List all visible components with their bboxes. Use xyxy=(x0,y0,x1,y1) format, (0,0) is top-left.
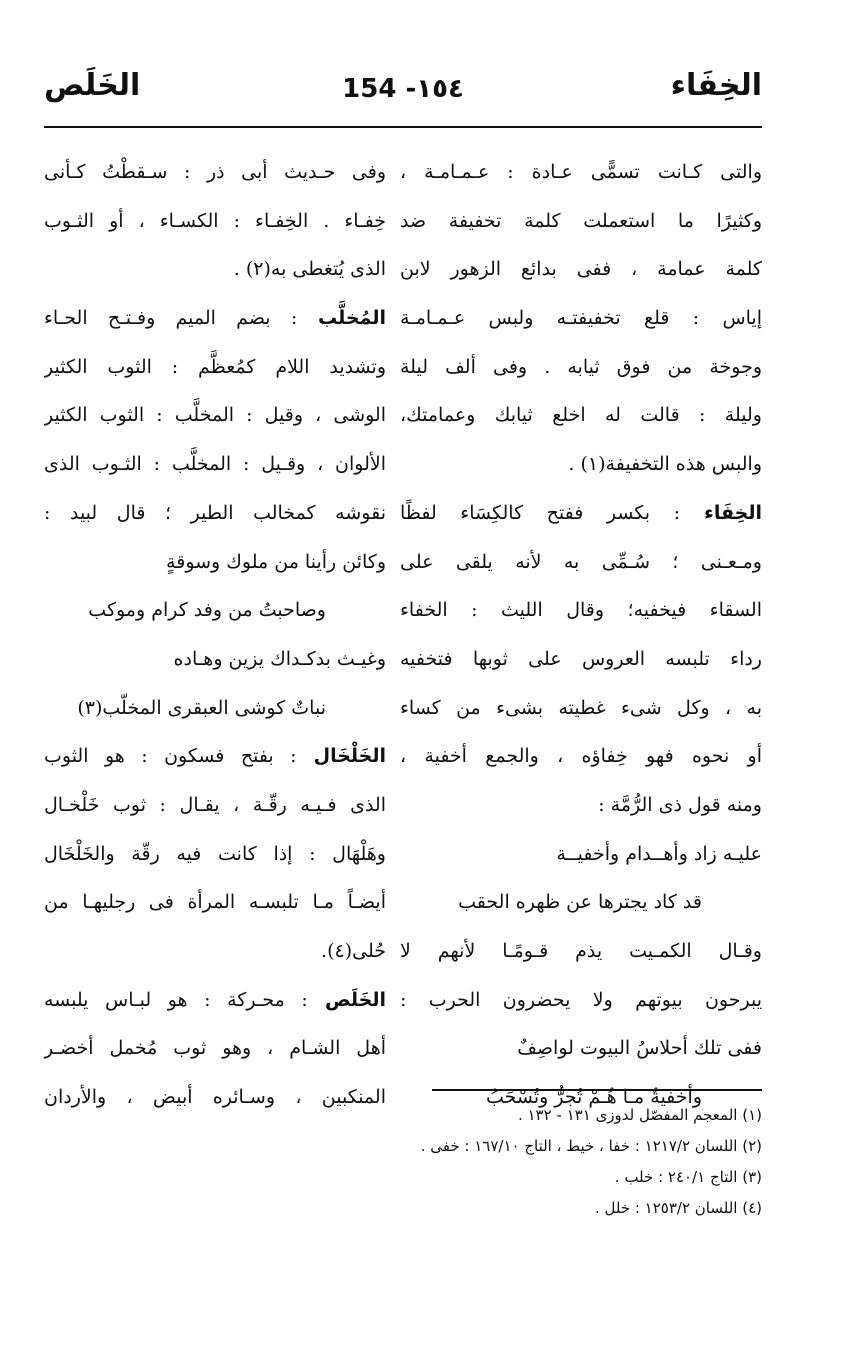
text-line: أو نحوه فهو خِفاؤه ، والجمع أخفية ، xyxy=(400,745,762,768)
headword: الخَلْخَال xyxy=(296,745,386,768)
text-line: أيضـاً مـا تلبسـه المرأة فى رجليهـا من xyxy=(44,891,386,914)
text-line: نقوشه كمخالب الطير ؛ قال لبيد : xyxy=(44,501,386,524)
text-line: خِفـاء . الخِفـاء : الكسـاء ، أو الثـوب xyxy=(44,209,386,232)
entry-khalkhal: الخَلْخَال : بفتح فسكون : هو الثوب xyxy=(44,745,386,768)
headword: الخِفَاء xyxy=(680,501,762,524)
footnote: (٤) اللسان ١٢٥٣/٢ : خلل . xyxy=(594,1199,762,1217)
page-number: 154 -١٥٤ xyxy=(342,74,464,104)
footnote-rule xyxy=(432,1089,762,1091)
verse-line: قد كاد يجترها عن ظهره الحقب xyxy=(458,891,702,914)
text-line: كلمة عمامة ، ففى بدائع الزهور لابن xyxy=(400,258,762,281)
entry-mukhallab: المُخلَّب : بضم الميم وفـتـح الحـاء xyxy=(44,307,386,330)
footnotes xyxy=(62,1100,762,1224)
text-line: وتشديد اللام كمُعظَّم : الثوب الكثير xyxy=(44,355,386,378)
text-line: وكثيرًا ما استعملت كلمة تخفيفة ضد xyxy=(400,209,762,232)
text-line: إياس : قلع تخفيفتـه ولبس عـمـامـة xyxy=(400,307,762,330)
verse-line: وصاحبتُ من وفد كرام وموكب xyxy=(88,599,326,622)
text-line: وليلة : قالت له اخلع ثيابك وعمامتك، xyxy=(400,404,762,427)
footnote: (٢) اللسان ١٢١٧/٢ : خفا ، خيط ، التاج ١٦٧/١٠ : خفى . xyxy=(420,1137,762,1155)
text-line: به ، وكل شىء غطيته بشىء من كساء xyxy=(400,696,762,719)
verse-line: وغيـث بدكـداك يزين وهـاده xyxy=(173,647,386,670)
text-line: والبس هذه التخفيفة(١) . xyxy=(568,453,762,476)
text-line: السقاء فيخفيه؛ وقال الليث : الخفاء xyxy=(400,599,762,622)
verse-line: ففى تلك أحلاسُ البيوت لواصِفٌ xyxy=(517,1037,762,1060)
verse-line: وأخفيةٌ مـا هُـمْ تُجرُّ وتُسْحَبُ xyxy=(485,1086,702,1109)
page-header xyxy=(44,62,762,126)
footnote: (٣) التاج ٢٤٠/١ : خلب . xyxy=(614,1168,762,1186)
text-line: وهَلْهَال : إذا كانت فيه رقّة والخَلْخَال xyxy=(44,842,386,865)
text-line: الألوان ، وقـيل : المخلَّب : الثـوب الذى xyxy=(44,453,386,476)
text-line: أهل الشـام ، وهو ثوب مُخمل أخضـر xyxy=(44,1037,386,1060)
header-rule xyxy=(44,126,762,128)
text-line: ومـعـنى ؛ سُـمِّى به لأنه يلقى على xyxy=(400,550,762,573)
text-line: رداء تلبسه العروس على ثوبها فتخفيه xyxy=(400,647,762,670)
entry-khifa: الخِفَاء : بكسر ففتح كالكِسَاء لفظًا xyxy=(400,501,762,524)
text-line: المنكبين ، وسـائره أبيض ، والأردان xyxy=(44,1086,386,1109)
left-column xyxy=(44,148,386,1122)
text-line: وقـال الكمـيت يذم قـومًـا لأنهم لا xyxy=(400,940,762,962)
footnote: (١) المعجم المفصّل لدوزى ١٣١ - ١٣٢ . xyxy=(517,1106,762,1124)
verse-line: عليـه زاد وأهــدام وأخفيــة xyxy=(556,842,762,865)
text-line: وفى حـديث أبى ذر : سـقطْتُ كـأنى xyxy=(44,161,386,183)
headword: المُخلَّب xyxy=(297,307,386,330)
running-head-right: الخِفَاء xyxy=(670,68,762,103)
headword: الخَلَص xyxy=(307,988,386,1011)
text-line: يبرحون بيوتهم ولا يحضرون الحرب : xyxy=(400,988,762,1011)
right-column xyxy=(400,148,762,1122)
text-line: الوشى ، وقيل : المخلَّب : الثوب الكثير xyxy=(44,404,386,427)
verse-line: نباتٌ كوشى العبقرى المخلّب(٣) xyxy=(77,696,326,719)
entry-khalas: الخَلَص : محـركة : هو لبـاس يلبسه xyxy=(44,988,386,1011)
running-head-left: الخَلَص xyxy=(44,68,141,103)
text-line: حُلى(٤). xyxy=(321,940,386,962)
text-line: والتى كـانت تسمًّى عـادة : عـمـامـة ، xyxy=(400,161,762,183)
text-line: ومنه قول ذى الرُّمَّة : xyxy=(598,793,762,816)
text-line: وجوخة من فوق ثيابه . وفى ألف ليلة xyxy=(400,355,762,378)
text-line: الذى يُتغطى به(٢) . xyxy=(233,258,386,281)
text-line: الذى فـيـه رقّـة ، يقـال : ثوب خَلْخـال xyxy=(44,793,386,816)
verse-line: وكائن رأينا من ملوك وسوقةٍ xyxy=(166,550,386,573)
